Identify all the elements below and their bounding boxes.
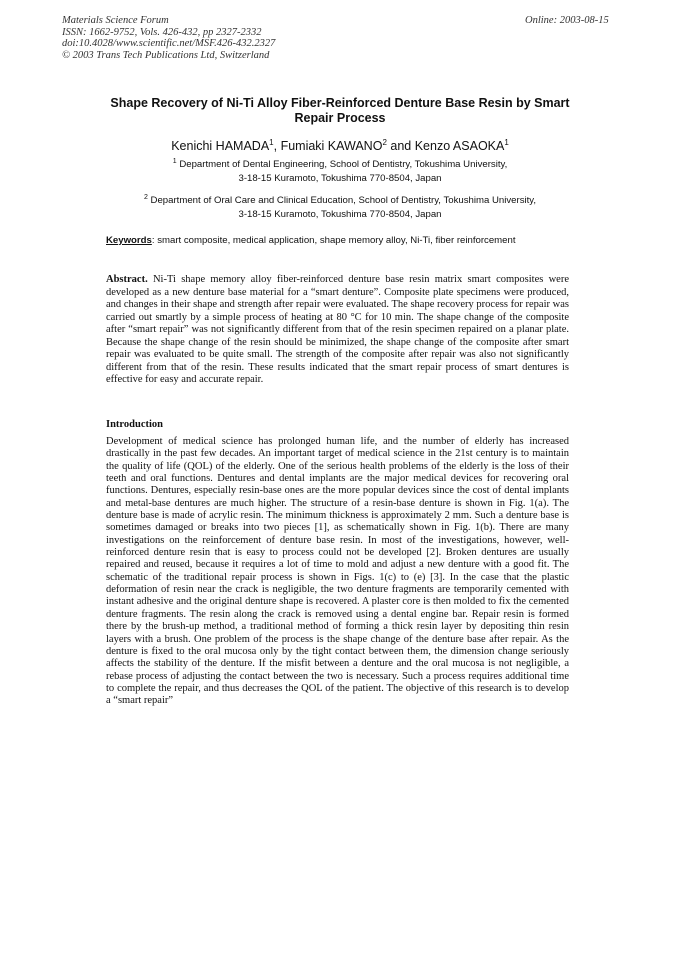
affiliation-address: 3-18-15 Kuramoto, Tokushima 770-8504, Japan: [238, 209, 442, 221]
author-name: Kenzo ASAOKA: [414, 139, 505, 154]
copyright-line: © 2003 Trans Tech Publications Ltd, Switzerland: [62, 49, 270, 61]
keywords: [106, 235, 576, 246]
author-affil-mark: 2: [382, 138, 387, 147]
affiliation-1: [90, 155, 590, 186]
affiliation-mark: 2: [143, 194, 148, 201]
author-affil-mark: 1: [504, 138, 509, 147]
paper-title: Shape Recovery of Ni-Ti Alloy Fiber-Reinforced Denture Base Resin by Smart Repair Process: [110, 96, 570, 125]
author-name: Kenichi HAMADA: [171, 139, 270, 154]
affiliation-address: 3-18-15 Kuramoto, Tokushima 770-8504, Japan: [238, 173, 442, 185]
journal-header: [62, 15, 275, 61]
issn-line: ISSN: 1662-9752, Vols. 426-432, pp 2327-2332: [62, 26, 262, 38]
abstract: [106, 274, 569, 387]
doi-line: doi:10.4028/www.scientific.net/MSF.426-432.2327: [62, 38, 276, 49]
online-date: Online: 2003-08-15: [525, 15, 609, 26]
author-separator: and: [386, 139, 415, 154]
intro-paragraph: Development of medical science has prolonged human life, and the number of elderly has increased drastically in the past few decades. An important target of medical science in the 21st century is to maintain the quality of life (QOL) of the elderly. One of the serious health problems of the elderly is the loss of their teeth and oral functions. Dentures and dental implants are the major medical devices for recovering oral functions. Dentures, especially resin-base ones are the more popular devices since the cost of dental implants and metal-base dentures are much higher. The structure of a resin-base denture is shown in Fig. 1(a). The denture base is made of acrylic resin. The minimum thickness is approximately 2 mm. Such a denture base is sometimes damaged or breaks into two pieces [1], as schematically shown in Fig. 1(b). There are many investigations on the reinforcement of denture base resin. In most of the investigations, however, well-reinforced denture resin that is easy to process could not be developed [2]. Broken dentures are usually repaired and reused, because it requires a lot of time to mold and adjust a new denture with a good fit. The schematic of the traditional repair process is shown in Figs. 1(c) to (e) [3]. In the case that the plastic deformation of resin near the crack is negligible, the two denture fragments are temporarily cemented with instant adhesive and the original denture shape is recovered. A plaster core is then molded to fix the cemented denture fragments. The resin along the crack is removed using a dental engine bar. Repair resin is formed there by the brush-up method, a traditional method of forming a thick resin layer by depositing thin resin layers with a brush. One problem of the process is the shape change of the denture base after repair. As the denture is fixed to the oral mucosa only by the tight contact between them, the dimension change seriously affects the stability of the denture. If the misfit between a denture and the oral mucosa is not negligible, a rebase process of adjusting the contact between the two is necessary. Such a process requires additional time to complete the repair, and thus decreases the QOL of the patient. The objective of this research is to develop a “smart repair”: [106, 436, 569, 707]
intro-heading: Introduction: [106, 419, 163, 430]
affiliation-dept: Department of Oral Care and Clinical Education, School of Dentistry, Tokushima University,: [150, 195, 537, 207]
abstract-text: Ni-Ti shape memory alloy fiber-reinforced denture base resin matrix smart composites were developed as a new denture base material for a “smart denture”. Composite plate specimens were produced, and changes in their shape and strength after repair were evaluated. The shape recovery process for repair was carried out smartly by a simple process of heating at 80 °C for 10 min. The shape change of the composite after “smart repair” was not significantly different from that of the resin specimen repaired on a planar plate. Because the shape change of the resin should be minimized, the shape change of the composite after smart repair was evaluated to be quite small. The strength of the composite after repair was also not significantly different from that of the resin. These results indicated that the smart repair process of smart dentures is effective for easy and accurate repair.: [106, 274, 569, 385]
author-separator: ,: [273, 139, 281, 154]
abstract-label: Abstract.: [106, 274, 148, 285]
author-name: Fumiaki KAWANO: [280, 139, 383, 154]
affiliation-dept: Department of Dental Engineering, School of Dentistry, Tokushima University,: [179, 159, 508, 171]
journal-name: Materials Science Forum: [62, 15, 169, 26]
author-affil-mark: 1: [269, 138, 274, 147]
affiliation-mark: 1: [172, 158, 177, 165]
keywords-text: : smart composite, medical application, shape memory alloy, Ni-Ti, fiber reinforcement: [151, 235, 516, 246]
affiliation-2: [90, 191, 590, 222]
author-list: [100, 138, 580, 153]
keywords-label: Keywords: [106, 235, 152, 246]
